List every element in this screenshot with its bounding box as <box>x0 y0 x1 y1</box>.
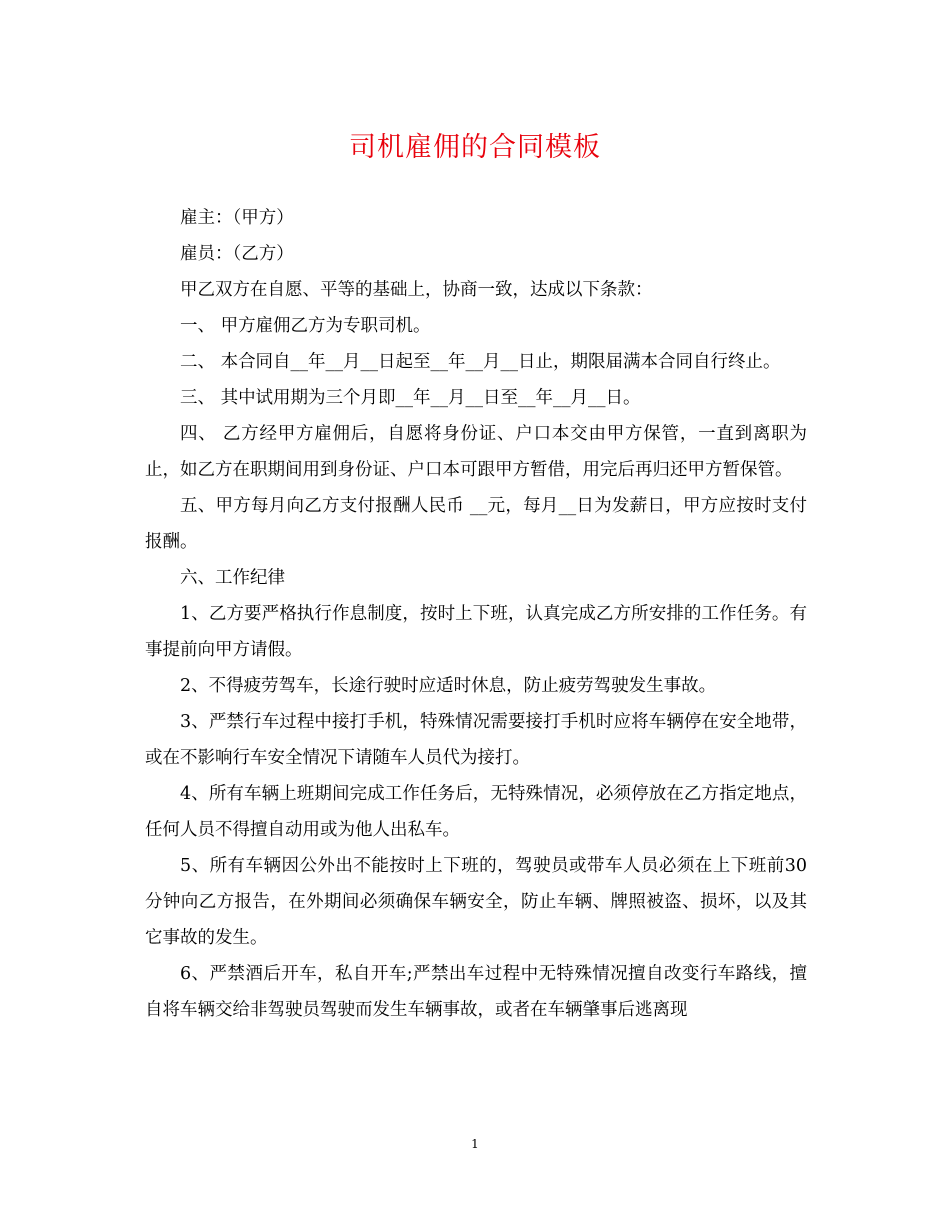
paragraph-employee: 雇员：（乙方） <box>180 244 294 264</box>
paragraph-discipline-6: 6、严禁酒后开车，私自开车;严禁出车过程中无特殊情况擅自改变行车路线，擅自将车辆交给非驾驶员驾驶而发生车辆事故，或者在车辆肇事后逃离现 <box>145 964 807 1020</box>
document-body <box>145 200 807 1028</box>
paragraph-clause-5: 五、甲方每月向乙方支付报酬人民币 __元，每月__日为发薪日，甲方应按时支付报酬。 <box>145 496 807 552</box>
paragraph-discipline-5: 5、所有车辆因公外出不能按时上下班的，驾驶员或带车人员必须在上下班前30分钟向乙方报告，在外期间必须确保车辆安全，防止车辆、牌照被盗、损坏，以及其它事故的发生。 <box>145 856 807 948</box>
paragraph-clause-2: 二、 本合同自__年__月__日起至__年__月__日止，期限届满本合同自行终止。 <box>180 352 781 372</box>
paragraph-clause-3: 三、 其中试用期为三个月即__年__月__日至__年__月__日。 <box>180 388 641 408</box>
paragraph-clause-4: 四、 乙方经甲方雇佣后，自愿将身份证、户口本交由甲方保管，一直到离职为止，如乙方在职期间用到身份证、户口本可跟甲方暂借，用完后再归还甲方暂保管。 <box>145 424 807 480</box>
paragraph-discipline-1: 1、乙方要严格执行作息制度，按时上下班，认真完成乙方所安排的工作任务。有事提前向甲方请假。 <box>145 604 807 660</box>
paragraph-intro: 甲乙双方在自愿、平等的基础上，协商一致，达成以下条款： <box>180 280 653 300</box>
paragraph-employer: 雇主：（甲方） <box>180 208 294 228</box>
document-title: 司机雇佣的合同模板 <box>349 132 601 163</box>
paragraph-discipline-2: 2、不得疲劳驾车，长途行驶时应适时休息，防止疲劳驾驶发生事故。 <box>180 676 717 696</box>
paragraph-clause-1: 一、 甲方雇佣乙方为专职司机。 <box>180 316 431 336</box>
paragraph-discipline-3: 3、严禁行车过程中接打手机，特殊情况需要接打手机时应将车辆停在安全地带，或在不影响行车安全情况下请随车人员代为接打。 <box>145 712 807 768</box>
paragraph-clause-6-heading: 六、工作纪律 <box>180 568 285 588</box>
page-number: 1 <box>471 1137 479 1151</box>
paragraph-discipline-4: 4、所有车辆上班期间完成工作任务后，无特殊情况，必须停放在乙方指定地点，任何人员不得擅自动用或为他人出私车。 <box>145 784 807 840</box>
